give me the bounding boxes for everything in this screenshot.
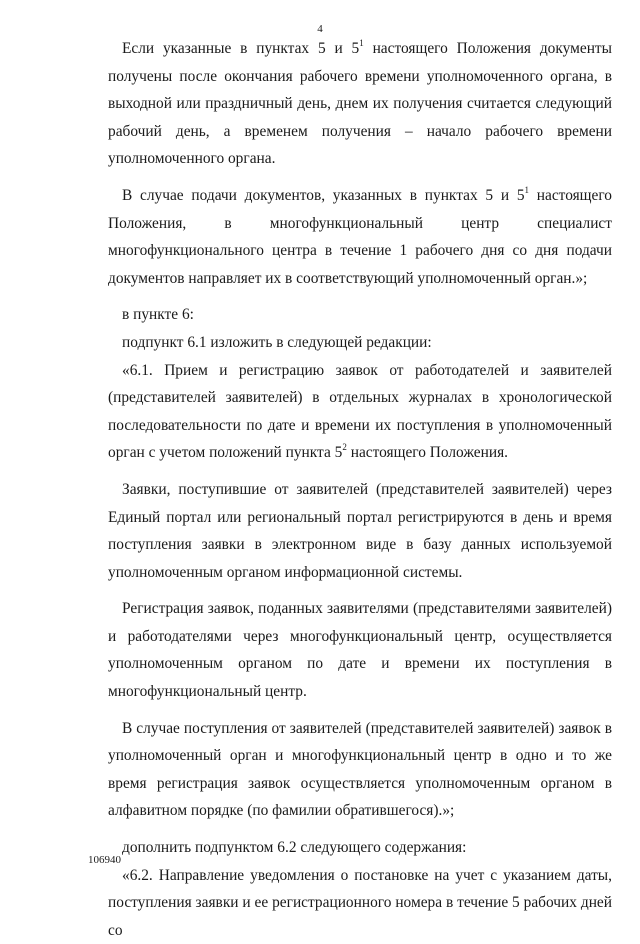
superscript: 1 [359, 38, 364, 48]
page-number: 4 [317, 23, 323, 35]
superscript: 2 [342, 442, 347, 453]
paragraph-2: В случае подачи документов, указанных в пунктах 5 и $5^1$ настоящего Положения, в многофункциональный центр специалист многофункционального центра в течение 1 рабочего дня со дня подачи документов направляет их в соответствующий уполномоченный орган.»; [108, 184, 612, 287]
paragraph-7: Регистрация заявок, поданных заявителями (представителями заявителей) и работодателями через многофункциональный центр, осуществляется уполномоченным органом по дате и времени их поступления в многофункциональный центр. [108, 600, 612, 701]
paragraph-3: в пункте 6: [122, 306, 194, 324]
document-body [108, 35, 612, 944]
paragraph-5: «6.1. Прием и регистрацию заявок от работодателей и заявителей (представителей заявителей) в отдельных журналах в хронологической последовательности по дате и времени их поступления в уполномоченный орган с учетом положений пункта $5^2$ настоящего Положения. [108, 361, 612, 462]
paragraph-8: В случае поступления от заявителей (представителей заявителей) заявок в уполномоченный орган и многофункциональный центр в одно и то же время регистрация заявок осуществляется уполномоченным органом в алфавитном порядке (по фамилии обратившегося).»; [108, 719, 612, 820]
document-code: 106940 [88, 854, 121, 866]
paragraph-4: подпункт 6.1 изложить в следующей редакции: [122, 333, 432, 351]
paragraph-10: «6.2. Направление уведомления о постановке на учет с указанием даты, поступления заявки и ее регистрационного номера в течение 5 рабочих дней со [108, 866, 612, 939]
superscript: 1 [524, 184, 530, 195]
paragraph-9: дополнить подпунктом 6.2 следующего содержания: [122, 839, 467, 857]
paragraph-6: Заявки, поступившие от заявителей (представителей заявителей) через Единый портал или региональный портал регистрируются в день и время поступления заявки в электронном виде в базу данных используемой уполномоченным органом информационной системы. [108, 480, 612, 581]
paragraph-1: Если указанные в пунктах 5 и $5^1$ настоящего Положения документы получены после окончания рабочего времени уполномоченного органа, в выходной или праздничный день, днем их получения считается следующий рабочий день, а временем получения – начало рабочего времени уполномоченного органа. [108, 38, 612, 168]
